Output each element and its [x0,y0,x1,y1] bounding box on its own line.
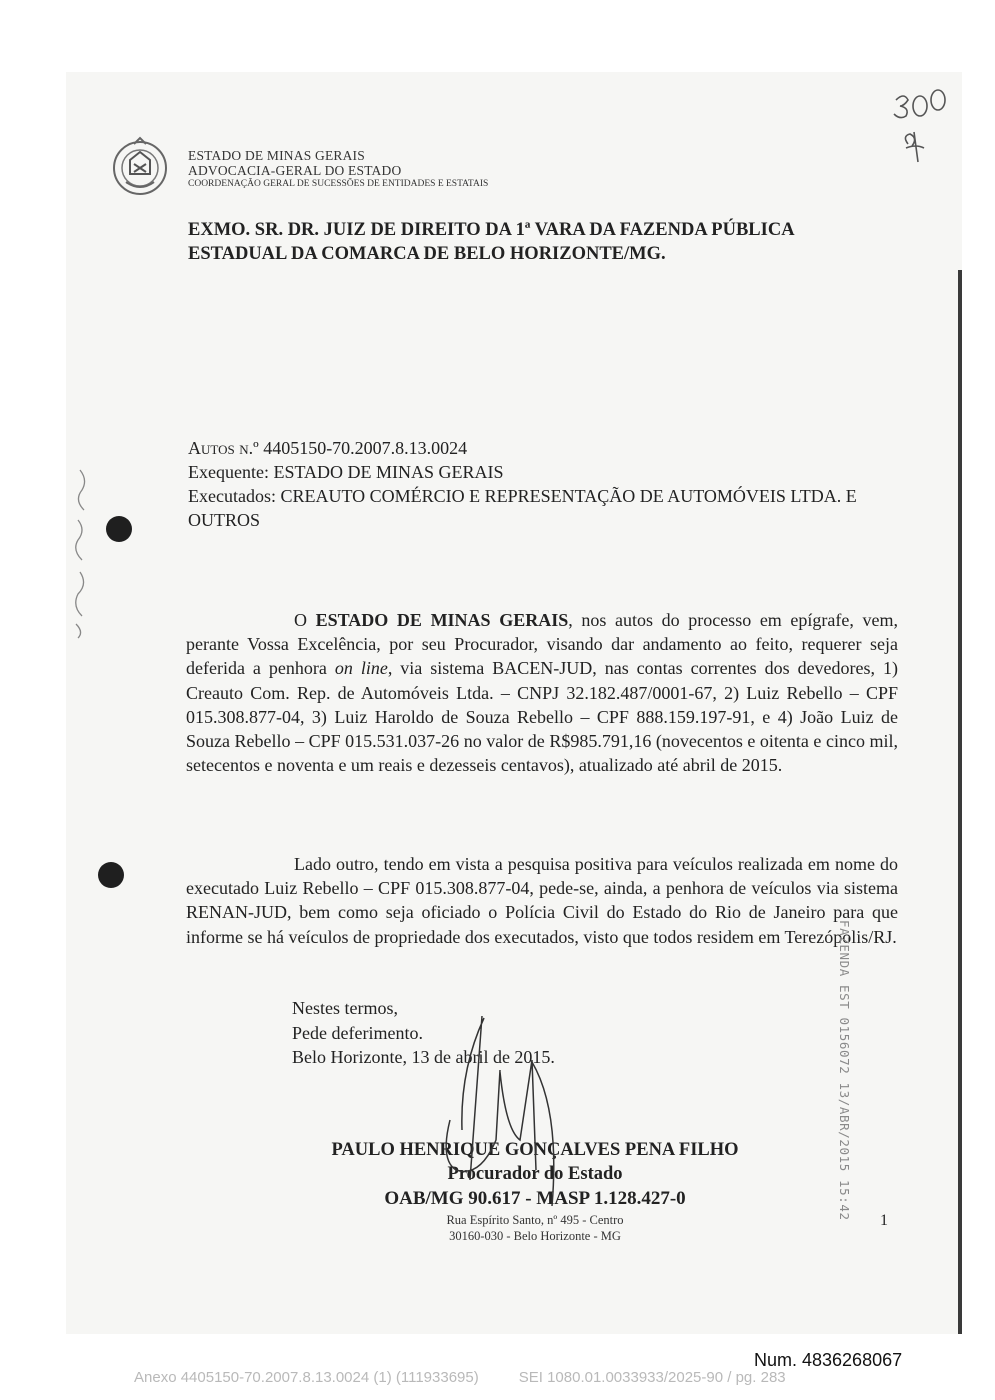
closing-line-2: Pede deferimento. [292,1022,423,1043]
footer-annex: Anexo 4405150-70.2007.8.13.0024 (1) (111933695) [134,1369,479,1386]
state-coat-of-arms-icon [108,134,172,198]
p1-text-b: , via sistema BACEN-JUD, nas contas correntes dos devedores, 1) Creauto Com. Rep. de Automóveis Ltda. – CNPJ 32.182.487/0001-67, 2) Luiz Rebello – CPF 015.308.877-04, 3) Luiz Haroldo de Souza Rebello – CPF 888.159.197-91, e 4) João Luiz de Souza Rebello – CPF 015.531.037-26 no valor de R$985.791,16 (novecentos e oitenta e cinco mil, setecentos e noventa e um reais e dezesseis centavos), atualizado até abril de 2015. [186,658,899,776]
punch-hole [98,862,124,888]
footer [134,1369,786,1386]
case-number-line [188,436,908,460]
paragraph-request-vehicles [186,852,898,949]
scan-edge-shadow [958,270,962,1334]
handwritten-margin-note [60,460,100,640]
paragraph-request-bacenjud [186,608,898,777]
executados: Executados: CREAUTO COMÉRCIO E REPRESENTAÇÃO DE AUTOMÓVEIS LTDA. E OUTROS [188,486,857,530]
footer-sei: SEI 1080.01.0033933/2025-90 / pg. 283 [518,1369,786,1386]
header-state: ESTADO DE MINAS GERAIS [188,148,365,163]
header-department: COORDENAÇÃO GERAL DE SUCESSÕES DE ENTIDADES E ESTATAIS [188,179,489,189]
p1-state-name: ESTADO DE MINAS GERAIS [315,610,569,630]
page-number: 1 [880,1212,888,1229]
protocol-stamp [837,920,872,1230]
address-line-1: Rua Espírito Santo, nº 495 - Centro [446,1213,624,1227]
record-number: Num. 4836268067 [754,1350,903,1370]
addressee [188,218,908,266]
closing-date: Belo Horizonte, 13 de abril de 2015. [292,1047,555,1067]
signer-name: PAULO HENRIQUE GONÇALVES PENA FILHO [331,1140,739,1160]
p1-text-a: , nos autos do processo em epígrafe, vem, perante Vossa Excelência, por seu Procurador, visando dar andamento ao feito, requerer seja deferida a penhora [186,610,899,679]
signer-role: Procurador do Estado [447,1164,623,1184]
case-info [188,436,908,532]
handwritten-signature [420,1010,580,1210]
case-number-label: Autos n.º [188,438,259,458]
exequente: Exequente: ESTADO DE MINAS GERAIS [188,462,504,482]
header-agency: ADVOCACIA-GERAL DO ESTADO [188,163,402,178]
closing-line-1: Nestes termos, [292,998,398,1018]
p1-online: on line [334,658,388,679]
p2-text: Lado outro, tendo em vista a pesquisa positiva para veículos realizada em nome do executado Luiz Rebello – CPF 015.308.877-04, pede-se, ainda, a penhora de veículos via sistema RENAN-JUD, bem como seja oficiado o Polícia Civil do Estado do Rio de Janeiro para que informe se há veículos de propriedade dos executados, visto que todos residem em Terezópolis/RJ. [186,854,898,947]
case-number: 4405150-70.2007.8.13.0024 [263,438,468,458]
signer-oab: OAB/MG 90.617 - MASP 1.128.427-0 [384,1188,686,1209]
addressee-line-2: ESTADUAL DA COMARCA DE BELO HORIZONTE/MG. [188,244,666,264]
address-line-2: 30160-030 - Belo Horizonte - MG [449,1229,621,1243]
protocol-stamp-text: FAZENDA EST 0156072 13/ABR/2015 15:42 [837,920,852,1221]
p1-lead: O [294,610,316,630]
addressee-line-1: EXMO. SR. DR. JUIZ DE DIREITO DA 1ª VARA DA FAZENDA PÚBLICA [188,220,795,240]
address [250,1212,820,1244]
punch-hole [106,516,132,542]
handwritten-page-number [888,86,958,166]
